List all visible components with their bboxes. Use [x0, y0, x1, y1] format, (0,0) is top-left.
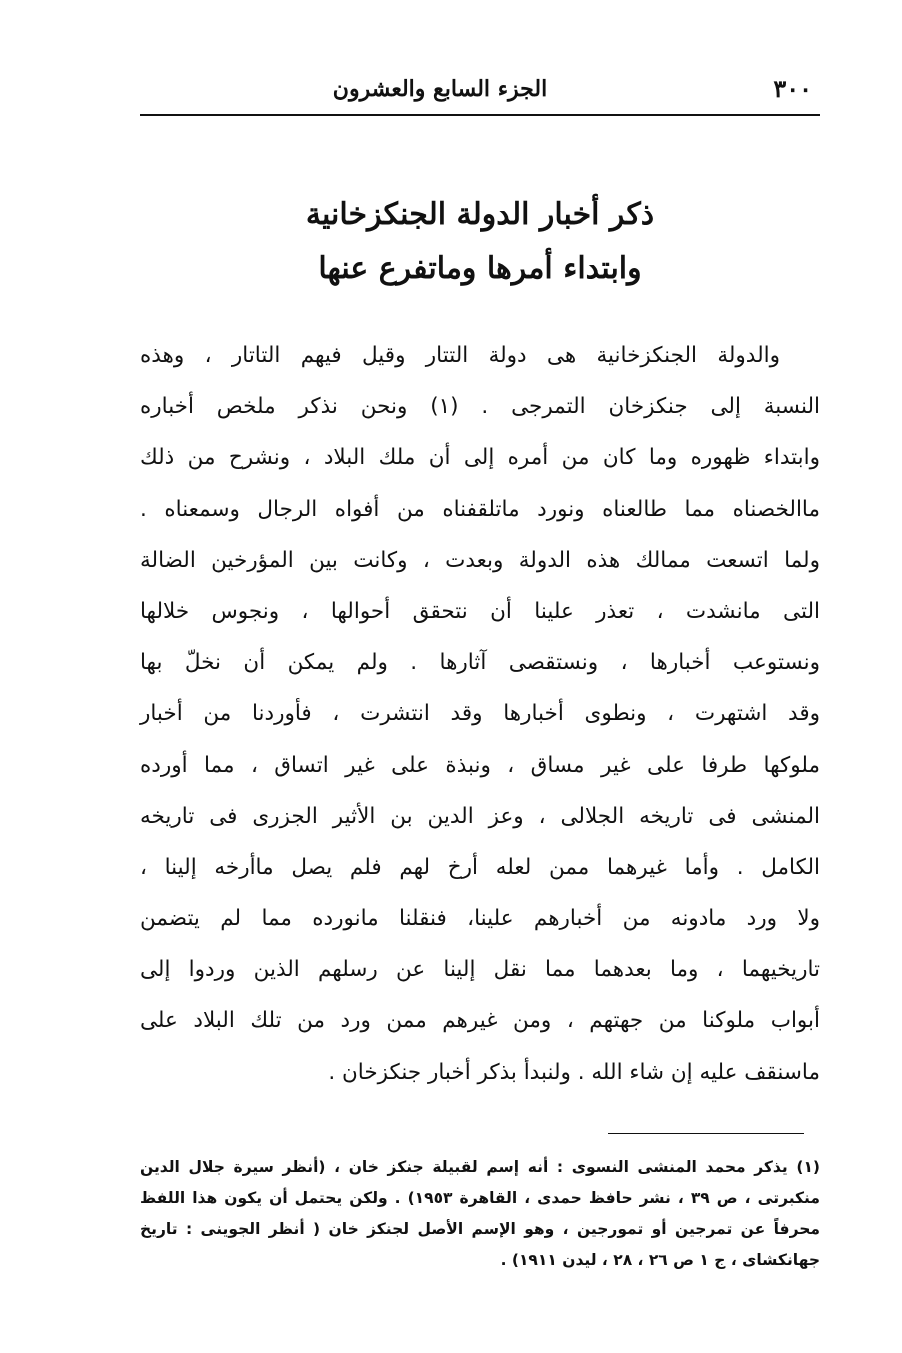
- body-line: ماسنقف عليه إن شاء الله . ولنبدأ بذكر أخبار جنكزخان .: [328, 1059, 820, 1085]
- footnote-line: محرفاً عن تمرجين أو تمورجين ، وهو الإسم الأصل لجنكز خان ( أنظر الجوينى : تاريخ: [140, 1220, 820, 1238]
- part-title: الجزء السابع والعشرون: [332, 76, 548, 102]
- footnote-line: منكبرتى ، ص ٣٩ ، نشر حافظ حمدى ، القاهرة ١٩٥٣) . ولكن يحتمل أن يكون هذا اللفظ: [140, 1189, 820, 1207]
- running-header: [140, 70, 820, 116]
- chapter-title-line-2: وابتداء أمرها وماتفرع عنها: [318, 251, 642, 286]
- body-line: ولا ورد مادونه من أخبارهم علينا، فنقلنا مانورده مما لم يتضمن: [140, 906, 820, 932]
- body-line: تاريخيهما ، وما بعدهما مما نقل إلينا عن رسلهم الذين وردوا إلى: [140, 957, 820, 983]
- body-line: والدولة الجنكزخانية هى دولة التتار وقيل فيهم التاتار ، وهذه: [140, 343, 780, 368]
- body-line: النسبة إلى جنكزخان التمرجى . (١) ونحن نذكر ملخص أخباره: [140, 394, 820, 420]
- body-line: ونستوعب أخبارها ، ونستقصى آثارها . ولم يمكن أن نخلّ بها: [140, 650, 820, 676]
- body-text: [140, 330, 820, 1098]
- footnote-line: جهانكشاى ، ج ١ ص ٢٦ ، ٢٨ ، ليدن ١٩١١) .: [500, 1251, 820, 1269]
- body-line: وابتداء ظهوره وما كان من أمره إلى أن ملك البلاد ، ونشرح من ذلك: [140, 445, 820, 471]
- body-line: الكامل . وأما غيرهما ممن لعله أرخ لهم فلم يصل ماأرخه إلينا ،: [140, 854, 820, 880]
- body-line: ماالخصناه مما طالعناه ونورد ماتلقفناه من أفواه الرجال وسمعناه .: [140, 496, 820, 522]
- page-number: ٣٠٠: [773, 74, 812, 103]
- body-line: ولما اتسعت ممالك هذه الدولة وبعدت ، وكانت بين المؤرخين الضالة: [140, 547, 820, 573]
- body-line: أبواب ملوكنا من جهتهم ، ومن غيرهم ممن ورد من تلك البلاد على: [140, 1008, 820, 1034]
- body-line: ملوكها طرفا على غير مساق ، ونبذة على غير اتساق ، مما أورده: [140, 752, 820, 778]
- chapter-title-line-1: ذكر أخبار الدولة الجنكزخانية: [305, 197, 655, 232]
- body-line: وقد اشتهرت ، ونطوى أخبارها وقد انتشرت ، فأوردنا من أخبار: [140, 701, 820, 727]
- body-line: المنشى فى تاريخه الجلالى ، وعز الدين بن الأثير الجزرى فى تاريخه: [140, 803, 820, 829]
- footnote-separator: [608, 1133, 804, 1134]
- body-line: التى مانشدت ، تعذر علينا أن نتحقق أحوالها ، ونجوس خلالها: [140, 598, 820, 624]
- chapter-title: [140, 188, 820, 296]
- footnote-line: (١) يذكر محمد المنشى النسوى : أنه إسم لقبيلة جنكز خان ، (أنظر سيرة جلال الدين: [140, 1158, 820, 1176]
- footnote: [140, 1152, 820, 1276]
